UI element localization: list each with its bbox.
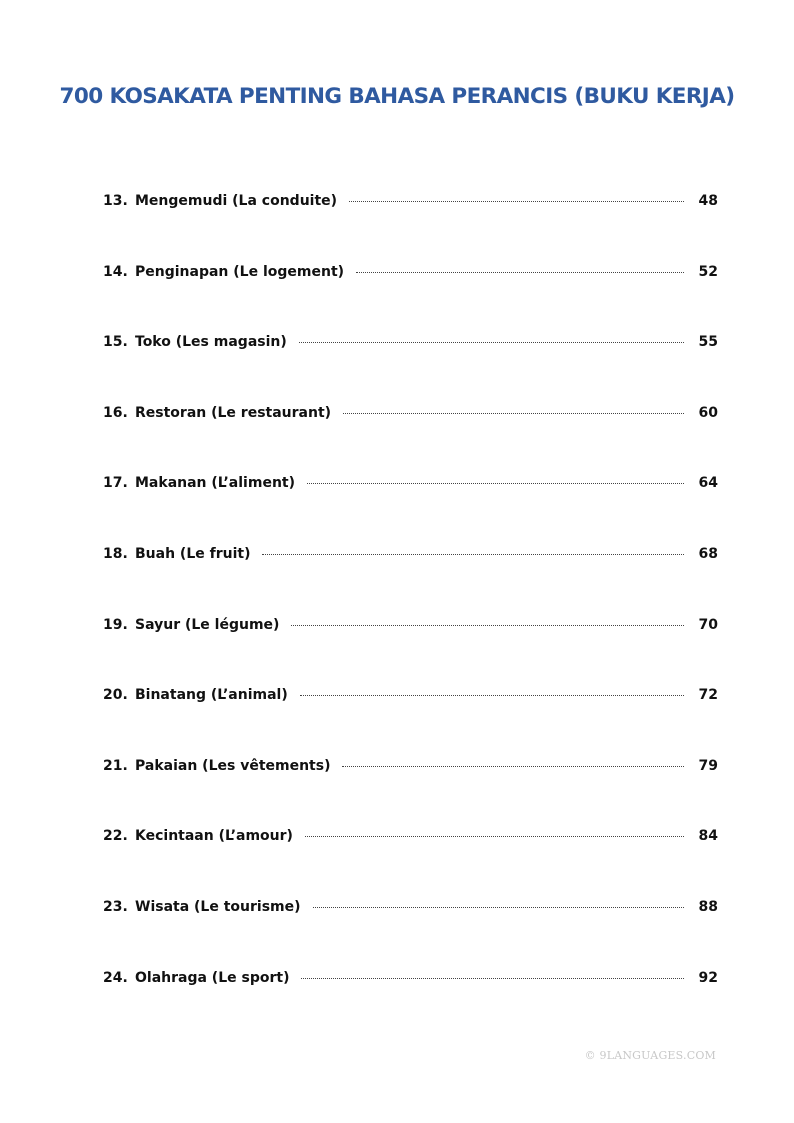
toc-entry-number: 22. [103,828,128,844]
toc-entry-page-number: 72 [698,687,718,703]
toc-entry[interactable] [103,687,718,709]
toc-entry-label: Buah (Le fruit) [135,546,251,562]
toc-entry-label: Binatang (L’animal) [135,687,288,703]
toc-entry-number: 16. [103,405,128,421]
toc-entry[interactable] [103,334,718,356]
toc-entry-page-number: 68 [698,546,718,562]
toc-entry-page-number: 70 [698,617,718,633]
dot-leader [343,413,684,414]
toc-entry-label: Mengemudi (La conduite) [135,193,338,209]
toc-entry-number: 23. [103,899,128,915]
copyright-footer: © 9LANGUAGES.COM [584,1049,716,1062]
toc-entry[interactable] [103,405,718,427]
toc-entry-number: 15. [103,334,128,350]
toc-entry[interactable] [103,970,718,992]
toc-entry-label: Wisata (Le tourisme) [135,899,301,915]
toc-entry-label: Olahraga (Le sport) [135,970,290,986]
toc-entry[interactable] [103,264,718,286]
toc-entry-number: 18. [103,546,128,562]
toc-entry-page-number: 48 [698,193,718,209]
toc-entry-label: Makanan (L’aliment) [135,475,295,491]
dot-leader [313,907,684,908]
toc-entry-label: Toko (Les magasin) [135,334,287,350]
dot-leader [300,695,684,696]
toc-entry-label: Pakaian (Les vêtements) [135,758,331,774]
dot-leader [301,978,684,979]
toc-entry[interactable] [103,899,718,921]
toc-entry-label: Sayur (Le légume) [135,617,280,633]
toc-entry[interactable] [103,828,718,850]
table-of-contents [103,0,718,1123]
toc-entry-label: Restoran (Le restaurant) [135,405,332,421]
toc-entry-label: Penginapan (Le logement) [135,264,345,280]
toc-entry-number: 19. [103,617,128,633]
dot-leader [342,766,684,767]
toc-entry-page-number: 64 [698,475,718,491]
toc-entry[interactable] [103,193,718,215]
dot-leader [299,342,684,343]
toc-entry-number: 13. [103,193,128,209]
page-title: 700 KOSAKATA PENTING BAHASA PERANCIS (BUKU KERJA) [59,84,735,109]
dot-leader [356,272,684,273]
toc-entry-number: 21. [103,758,128,774]
toc-entry[interactable] [103,475,718,497]
toc-entry-number: 17. [103,475,128,491]
dot-leader [305,836,684,837]
dot-leader [291,625,684,626]
dot-leader [307,483,684,484]
toc-entry-label: Kecintaan (L’amour) [135,828,293,844]
toc-entry-page-number: 79 [698,758,718,774]
toc-entry-page-number: 92 [698,970,718,986]
toc-entry-page-number: 52 [698,264,718,280]
toc-entry-number: 14. [103,264,128,280]
toc-entry[interactable] [103,758,718,780]
toc-entry-number: 24. [103,970,128,986]
toc-entry-page-number: 60 [698,405,718,421]
toc-entry-number: 20. [103,687,128,703]
toc-entry[interactable] [103,617,718,639]
toc-entry[interactable] [103,546,718,568]
toc-entry-page-number: 88 [698,899,718,915]
toc-entry-page-number: 55 [698,334,718,350]
dot-leader [262,554,684,555]
toc-entry-page-number: 84 [698,828,718,844]
dot-leader [349,201,684,202]
